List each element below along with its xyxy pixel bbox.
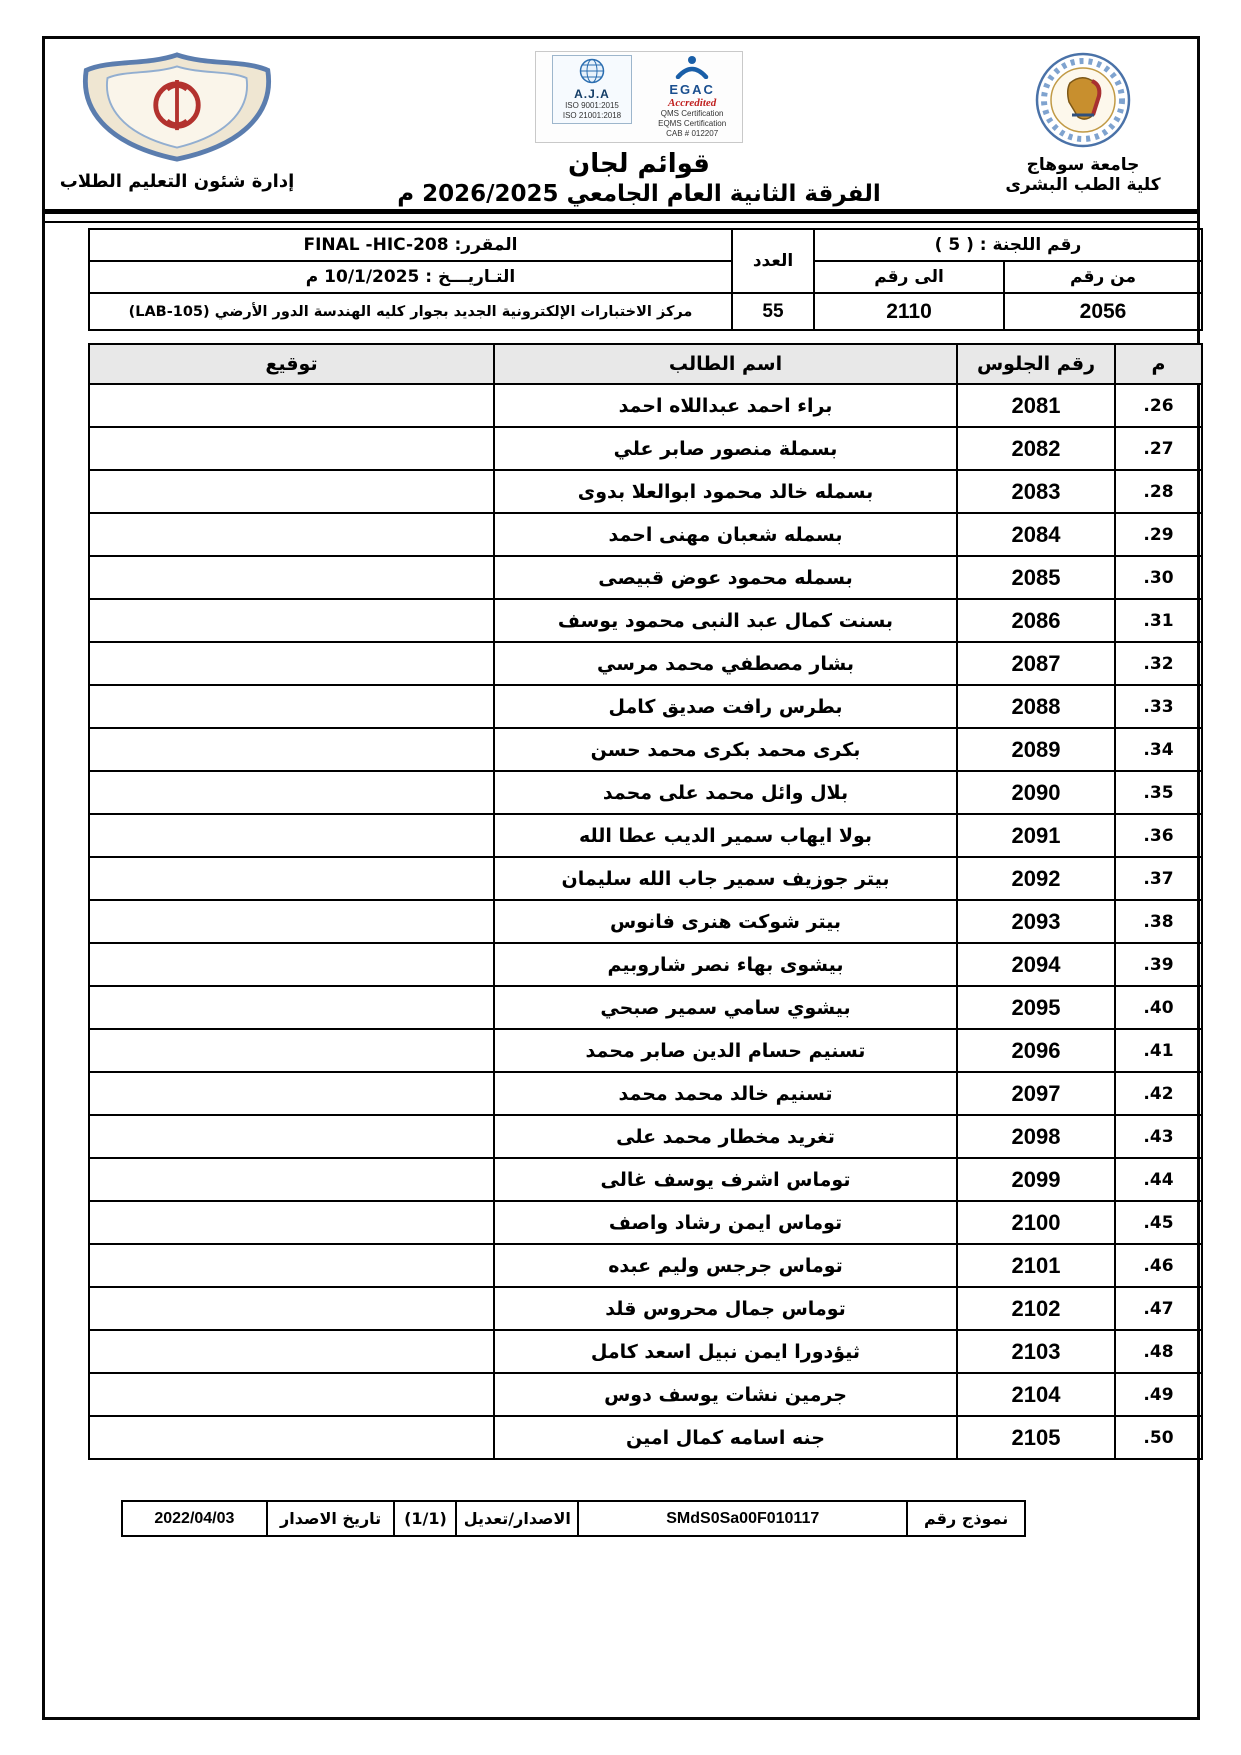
- exam-date: التـاريـــخ : 10/1/2025 م: [89, 261, 732, 293]
- student-name: بيشوي سامي سمير صبحي: [494, 986, 957, 1029]
- egac-name: EGAC: [669, 82, 715, 97]
- info-row-1: [89, 229, 1202, 261]
- table-row: [89, 728, 1202, 771]
- signature-cell: [89, 814, 494, 857]
- issue-label: الاصدار/تعديل: [456, 1501, 578, 1536]
- from-number-label: من رقم: [1004, 261, 1202, 293]
- signature-cell: [89, 1244, 494, 1287]
- table-row: [89, 556, 1202, 599]
- table-row: [89, 900, 1202, 943]
- row-number: 45.: [1115, 1201, 1202, 1244]
- seat-number: 2096: [957, 1029, 1115, 1072]
- info-row-3: [89, 293, 1202, 330]
- row-number: 32.: [1115, 642, 1202, 685]
- student-name: بيتر جوزيف سمير جاب الله سليمان: [494, 857, 957, 900]
- row-number: 38.: [1115, 900, 1202, 943]
- page-frame: [42, 36, 1200, 1720]
- row-number: 30.: [1115, 556, 1202, 599]
- table-row: [89, 1158, 1202, 1201]
- seat-number: 2095: [957, 986, 1115, 1029]
- table-row: [89, 685, 1202, 728]
- row-number: 50.: [1115, 1416, 1202, 1459]
- table-row: [89, 814, 1202, 857]
- table-row: [89, 1287, 1202, 1330]
- student-name: بسمله خالد محمود ابوالعلا بدوى: [494, 470, 957, 513]
- table-row: [89, 1201, 1202, 1244]
- table-row: [89, 857, 1202, 900]
- exam-info-table: [88, 228, 1203, 331]
- row-number: 41.: [1115, 1029, 1202, 1072]
- row-number: 47.: [1115, 1287, 1202, 1330]
- row-number: 46.: [1115, 1244, 1202, 1287]
- table-row: [89, 642, 1202, 685]
- student-name: بسمله محمود عوض قبيصى: [494, 556, 957, 599]
- issue-value: (1/1): [394, 1501, 456, 1536]
- signature-cell: [89, 427, 494, 470]
- seat-number: 2099: [957, 1158, 1115, 1201]
- table-header-row: [89, 344, 1202, 384]
- student-name: توماس جرجس وليم عبده: [494, 1244, 957, 1287]
- faculty-crest-icon: [71, 51, 283, 163]
- accreditation-logos: [535, 51, 743, 143]
- signature-cell: [89, 685, 494, 728]
- signature-cell: [89, 771, 494, 814]
- table-row: [89, 1244, 1202, 1287]
- signature-cell: [89, 1373, 494, 1416]
- table-row: [89, 986, 1202, 1029]
- seat-number: 2085: [957, 556, 1115, 599]
- exam-location: مركز الاختبارات الإلكترونية الجديد بجوار كليه الهندسة الدور الأرضي (LAB-105): [89, 293, 732, 330]
- faculty-name: كلية الطب البشرى: [1005, 175, 1161, 195]
- course-name: المقرر: FINAL -HIC-208: [89, 229, 732, 261]
- department-block: [59, 51, 295, 192]
- signature-cell: [89, 384, 494, 427]
- table-row: [89, 1330, 1202, 1373]
- document-header: [45, 39, 1197, 209]
- seat-number: 2090: [957, 771, 1115, 814]
- row-number: 42.: [1115, 1072, 1202, 1115]
- aja-iso-line-1: ISO 9001:2015: [565, 101, 619, 111]
- student-name: توماس اشرف يوسف غالى: [494, 1158, 957, 1201]
- signature-cell: [89, 1416, 494, 1459]
- row-number: 44.: [1115, 1158, 1202, 1201]
- table-row: [89, 470, 1202, 513]
- seat-number: 2097: [957, 1072, 1115, 1115]
- signature-cell: [89, 1029, 494, 1072]
- student-name: تغريد مخطار محمد على: [494, 1115, 957, 1158]
- col-header-signature: توقيع: [89, 344, 494, 384]
- table-row: [89, 599, 1202, 642]
- student-name: تسنيم حسام الدين صابر محمد: [494, 1029, 957, 1072]
- signature-cell: [89, 986, 494, 1029]
- signature-cell: [89, 513, 494, 556]
- header-divider: [45, 209, 1197, 223]
- row-number: 37.: [1115, 857, 1202, 900]
- row-number: 26.: [1115, 384, 1202, 427]
- header-center: [295, 51, 983, 207]
- student-name: بكرى محمد بكرى محمد حسن: [494, 728, 957, 771]
- row-number: 28.: [1115, 470, 1202, 513]
- row-number: 33.: [1115, 685, 1202, 728]
- seat-number: 2087: [957, 642, 1115, 685]
- seat-number: 2091: [957, 814, 1115, 857]
- egac-logo: [658, 55, 726, 139]
- signature-cell: [89, 1330, 494, 1373]
- egac-person-icon: [672, 55, 712, 79]
- signature-cell: [89, 1115, 494, 1158]
- egac-accredited-label: Accredited: [668, 97, 717, 110]
- row-number: 29.: [1115, 513, 1202, 556]
- signature-cell: [89, 1201, 494, 1244]
- seat-number: 2084: [957, 513, 1115, 556]
- count-label: العدد: [732, 229, 814, 293]
- table-row: [89, 1373, 1202, 1416]
- seat-number: 2089: [957, 728, 1115, 771]
- row-number: 34.: [1115, 728, 1202, 771]
- student-name: بسنت كمال عبد النبى محمود يوسف: [494, 599, 957, 642]
- seat-number: 2105: [957, 1416, 1115, 1459]
- row-number: 27.: [1115, 427, 1202, 470]
- signature-cell: [89, 1158, 494, 1201]
- egac-cert-line-3: CAB # 012207: [666, 129, 719, 139]
- student-name: براء احمد عبداللاه احمد: [494, 384, 957, 427]
- signature-cell: [89, 857, 494, 900]
- table-row: [89, 1029, 1202, 1072]
- student-name: بطرس رافت صديق كامل: [494, 685, 957, 728]
- footer: [121, 1500, 1197, 1537]
- content-area: [88, 228, 1203, 1460]
- student-name: توماس جمال محروس قلد: [494, 1287, 957, 1330]
- student-name: بشار مصطفي محمد مرسي: [494, 642, 957, 685]
- student-name: ثيؤدورا ايمن نبيل اسعد كامل: [494, 1330, 957, 1373]
- signature-cell: [89, 728, 494, 771]
- seat-number: 2082: [957, 427, 1115, 470]
- department-caption: إدارة شئون التعليم الطلاب: [59, 171, 295, 192]
- seat-number: 2093: [957, 900, 1115, 943]
- row-number: 49.: [1115, 1373, 1202, 1416]
- seat-number: 2088: [957, 685, 1115, 728]
- seat-number: 2104: [957, 1373, 1115, 1416]
- student-name: توماس ايمن رشاد واصف: [494, 1201, 957, 1244]
- col-header-name: اسم الطالب: [494, 344, 957, 384]
- row-number: 40.: [1115, 986, 1202, 1029]
- aja-globe-icon: [579, 58, 605, 84]
- seat-number: 2100: [957, 1201, 1115, 1244]
- form-number-value: SMdS0Sa00F010117: [578, 1501, 907, 1536]
- table-row: [89, 384, 1202, 427]
- student-name: بسمله شعبان مهنى احمد: [494, 513, 957, 556]
- seat-number: 2101: [957, 1244, 1115, 1287]
- seat-number: 2086: [957, 599, 1115, 642]
- student-name: بيتر شوكت هنرى فانوس: [494, 900, 957, 943]
- issue-date-label: تاريخ الاصدار: [267, 1501, 395, 1536]
- row-number: 35.: [1115, 771, 1202, 814]
- row-number: 39.: [1115, 943, 1202, 986]
- committee-number: رقم اللجنة : ( 5 ): [814, 229, 1202, 261]
- page-title: قوائم لجان: [568, 149, 710, 180]
- table-row: [89, 513, 1202, 556]
- table-row: [89, 943, 1202, 986]
- seat-number: 2081: [957, 384, 1115, 427]
- to-number-label: الى رقم: [814, 261, 1004, 293]
- row-number: 48.: [1115, 1330, 1202, 1373]
- seat-number: 2103: [957, 1330, 1115, 1373]
- seat-number: 2094: [957, 943, 1115, 986]
- seat-number: 2098: [957, 1115, 1115, 1158]
- info-row-2: [89, 261, 1202, 293]
- student-name: بسملة منصور صابر علي: [494, 427, 957, 470]
- table-row: [89, 1072, 1202, 1115]
- col-header-seat: رقم الجلوس: [957, 344, 1115, 384]
- signature-cell: [89, 470, 494, 513]
- signature-cell: [89, 599, 494, 642]
- table-row: [89, 771, 1202, 814]
- egac-cert-line-1: QMS Certification: [660, 109, 724, 119]
- row-number: 31.: [1115, 599, 1202, 642]
- form-info-row: [122, 1501, 1025, 1536]
- seat-number: 2092: [957, 857, 1115, 900]
- page-subtitle: الفرقة الثانية العام الجامعي 2026/2025 م: [397, 181, 881, 208]
- student-table-body: [89, 384, 1202, 1459]
- student-name: بلال وائل محمد على محمد: [494, 771, 957, 814]
- to-number-value: 2110: [814, 293, 1004, 330]
- row-number: 36.: [1115, 814, 1202, 857]
- count-value: 55: [732, 293, 814, 330]
- aja-iso-line-2: ISO 21001:2018: [562, 111, 622, 121]
- university-logo: [1034, 51, 1132, 149]
- table-row: [89, 1416, 1202, 1459]
- col-header-no: م: [1115, 344, 1202, 384]
- aja-logo: [552, 55, 632, 124]
- signature-cell: [89, 943, 494, 986]
- student-name: جنه اسامه كمال امين: [494, 1416, 957, 1459]
- student-name: بيشوى بهاء نصر شاروبيم: [494, 943, 957, 986]
- student-name: بولا ايهاب سمير الديب عطا الله: [494, 814, 957, 857]
- form-number-label: نموذج رقم: [907, 1501, 1025, 1536]
- issue-date-value: 2022/04/03: [122, 1501, 267, 1536]
- aja-name: A.J.A: [574, 87, 610, 101]
- signature-cell: [89, 556, 494, 599]
- table-row: [89, 427, 1202, 470]
- seat-number: 2083: [957, 470, 1115, 513]
- signature-cell: [89, 642, 494, 685]
- from-number-value: 2056: [1004, 293, 1202, 330]
- signature-cell: [89, 900, 494, 943]
- seat-number: 2102: [957, 1287, 1115, 1330]
- student-name: جرمين نشات يوسف دوس: [494, 1373, 957, 1416]
- student-name: تسنيم خالد محمد محمد: [494, 1072, 957, 1115]
- university-block: [983, 51, 1183, 195]
- university-name: جامعة سوهاج: [1026, 155, 1140, 175]
- table-row: [89, 1115, 1202, 1158]
- signature-cell: [89, 1072, 494, 1115]
- form-info-table: [121, 1500, 1026, 1537]
- row-number: 43.: [1115, 1115, 1202, 1158]
- student-table: [88, 343, 1203, 1460]
- signature-cell: [89, 1287, 494, 1330]
- egac-cert-line-2: EQMS Certification: [658, 119, 727, 129]
